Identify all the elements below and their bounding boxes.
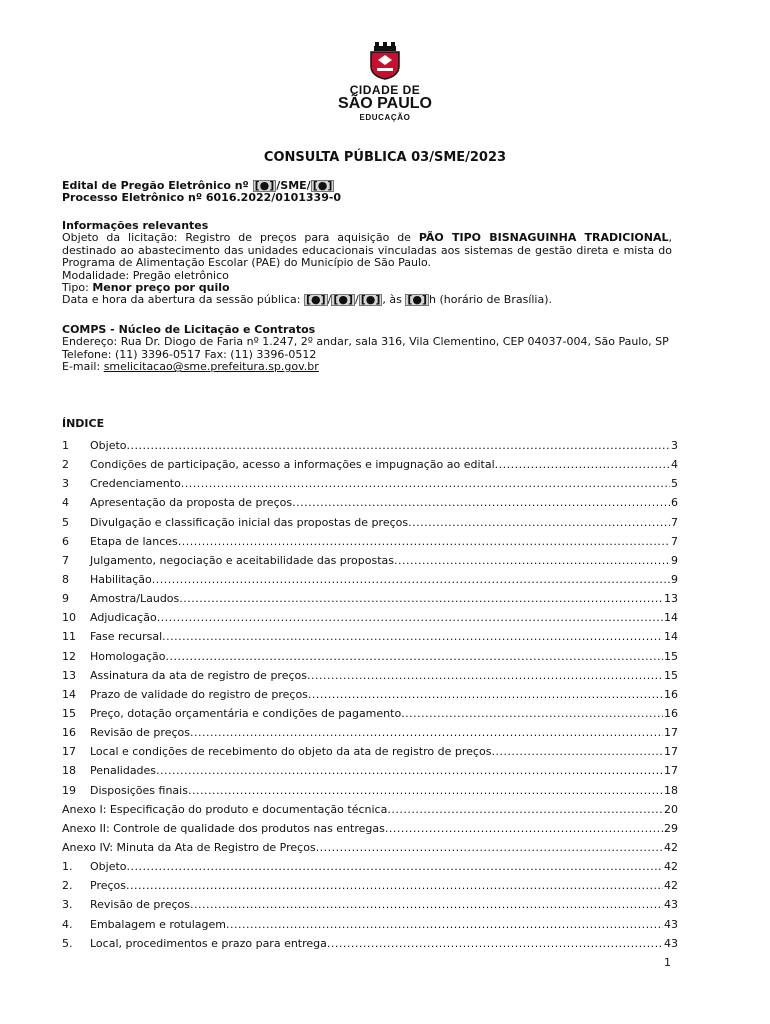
- toc-entry[interactable]: [62, 742, 678, 761]
- data-suffix: h (horário de Brasília).: [429, 293, 553, 307]
- toc-entry-number: 5: [62, 515, 69, 529]
- toc-entry-number: 4.: [62, 917, 73, 931]
- toc-entry[interactable]: [62, 915, 678, 934]
- comps-section: [62, 324, 672, 374]
- data-abertura-line: [62, 294, 672, 306]
- toc-leader-dots: [385, 819, 663, 838]
- objeto-paragraph: [62, 232, 672, 269]
- logo-text-educacao: EDUCAÇÃO: [359, 113, 411, 122]
- toc-entry[interactable]: [62, 781, 678, 800]
- toc-entry-page: 6: [671, 496, 678, 510]
- data-prefix: Data e hora da abertura da sessão pública:: [62, 293, 301, 307]
- toc-entry-label: Adjudicação: [90, 611, 157, 625]
- toc-entry-page: 43: [664, 917, 678, 931]
- toc-entry-number: 19: [62, 783, 76, 797]
- toc-entry[interactable]: [62, 857, 678, 876]
- date-placeholder-year: [●]: [360, 293, 381, 307]
- city-logo: [300, 42, 470, 124]
- toc-entry[interactable]: [62, 551, 678, 570]
- toc-entry-page: 16: [664, 706, 678, 720]
- toc-entry[interactable]: [62, 455, 678, 474]
- toc-entry-number: 12: [62, 649, 76, 663]
- toc-entry[interactable]: [62, 876, 678, 895]
- toc-entry[interactable]: [62, 666, 678, 685]
- toc-entry-number: 18: [62, 764, 76, 778]
- toc-entry-number: 1: [62, 439, 69, 452]
- toc-entry[interactable]: [62, 532, 678, 551]
- date-separator: /: [355, 293, 359, 307]
- toc-entry-page: 7: [671, 534, 678, 548]
- toc-entry-number: 5.: [62, 936, 73, 950]
- toc-entry-label: Anexo II: Controle de qualidade dos produtos nas entregas: [62, 821, 385, 835]
- toc-entry[interactable]: [62, 704, 678, 723]
- toc-entry-label: Credenciamento: [90, 477, 181, 491]
- toc-entry-label: Etapa de lances: [90, 534, 178, 548]
- toc-entry-page: 16: [664, 687, 678, 701]
- toc-entry-page: 14: [664, 630, 678, 644]
- index-heading: ÍNDICE: [62, 417, 105, 430]
- toc-entry-label: Local e condições de recebimento do objeto da ata de registro de preços: [90, 745, 492, 759]
- toc-entry-label: Revisão de preços: [90, 898, 190, 912]
- processo-line: Processo Eletrônico nº 6016.2022/0101339-0: [62, 191, 342, 205]
- toc-entry-page: 17: [664, 745, 678, 759]
- edital-placeholder-2: [●]: [312, 179, 333, 192]
- toc-leader-dots: [162, 627, 663, 646]
- toc-entry[interactable]: [62, 934, 678, 953]
- toc-leader-dots: [126, 876, 663, 895]
- toc-entry-label: Embalagem e rotulagem: [90, 917, 226, 931]
- toc-entry[interactable]: [62, 474, 678, 493]
- tipo-label: Tipo:: [62, 281, 89, 295]
- toc-leader-dots: [152, 570, 670, 589]
- data-mid: , às: [382, 293, 402, 307]
- toc-entry[interactable]: [62, 723, 678, 742]
- toc-entry-page: 42: [664, 860, 678, 874]
- toc-entry[interactable]: [62, 436, 678, 455]
- page-number: 1: [664, 956, 671, 969]
- edital-placeholder-1: [●]: [254, 179, 275, 192]
- toc-leader-dots: [181, 474, 670, 493]
- toc-entry-label: Preços: [90, 879, 126, 893]
- toc-entry-number: 2.: [62, 879, 73, 893]
- toc-entry-label: Assinatura da ata de registro de preços: [90, 668, 307, 682]
- toc-leader-dots: [190, 895, 663, 914]
- toc-entry-number: 13: [62, 668, 76, 682]
- toc-entry-label: Homologação: [90, 649, 166, 663]
- toc-entry-number: 16: [62, 726, 76, 740]
- toc-entry-number: 2: [62, 458, 69, 472]
- toc-entry-number: 14: [62, 687, 76, 701]
- logo-text-cidade-de: CIDADE DE: [349, 83, 421, 97]
- toc-entry-page: 3: [671, 439, 678, 452]
- toc-entry-label: Revisão de preços: [90, 726, 190, 740]
- toc-leader-dots: [127, 857, 663, 876]
- toc-entry-number: 4: [62, 496, 69, 510]
- comps-email-line: [62, 361, 672, 373]
- info-heading: Informações relevantes: [62, 219, 209, 232]
- toc-entry-page: 43: [664, 898, 678, 912]
- document-title: CONSULTA PÚBLICA 03/SME/2023: [263, 150, 507, 165]
- toc-entry[interactable]: [62, 570, 678, 589]
- toc-leader-dots: [387, 800, 663, 819]
- toc-entry-label: Divulgação e classificação inicial das propostas de preços: [90, 515, 409, 529]
- objeto-suffix: , destinado ao abastecimento das unidades educacionais vinculadas aos sistemas de gestão direta e mista do Programa de Alimentação Escolar (PAE) do Município de São Paulo.: [62, 231, 673, 270]
- toc-entry-number: 10: [62, 611, 76, 625]
- toc-entry-page: 42: [664, 840, 678, 854]
- toc-leader-dots: [178, 532, 670, 551]
- toc-leader-dots: [157, 608, 663, 627]
- toc-leader-dots: [401, 704, 663, 723]
- toc-leader-dots: [188, 781, 663, 800]
- toc-entry-page: 15: [664, 649, 678, 663]
- date-separator: /: [327, 293, 332, 307]
- toc-entry-page: 15: [664, 668, 678, 682]
- toc-entry-page: 18: [664, 783, 678, 797]
- toc-entry-label: Objeto: [90, 860, 127, 874]
- toc-entry-page: 29: [664, 821, 678, 835]
- toc-entry-label: Apresentação da proposta de preços: [90, 496, 293, 510]
- toc-entry-label: Amostra/Laudos: [90, 592, 180, 606]
- comps-address: Endereço: Rua Dr. Diogo de Faria nº 1.247, 2º andar, sala 316, Vila Clementino, CEP 04037-004, São Paulo, SP: [62, 335, 669, 349]
- toc-entry-label: Fase recursal: [90, 630, 163, 644]
- toc-entry-label: Prazo de validade do registro de preços: [90, 687, 308, 701]
- edital-mid: /SME/: [276, 179, 311, 192]
- date-placeholder-day: [●]: [305, 293, 326, 307]
- toc-leader-dots: [327, 934, 663, 953]
- toc-entry-number: 11: [62, 630, 76, 644]
- toc-entry-page: 5: [671, 477, 678, 491]
- toc-entry-page: 13: [664, 592, 678, 606]
- info-section: [62, 220, 672, 307]
- toc-entry-page: 9: [671, 572, 678, 586]
- toc-entry-label: Condições de participação, acesso a informações e impugnação ao edital: [90, 458, 495, 472]
- toc-leader-dots: [316, 838, 663, 857]
- toc-entry-label: Anexo I: Especificação do produto e documentação técnica: [62, 802, 388, 816]
- modalidade-line: Modalidade: Pregão eletrônico: [62, 268, 229, 282]
- toc-entry[interactable]: [62, 608, 678, 627]
- toc-entry-number: 17: [62, 745, 76, 759]
- toc-entry-page: 4: [671, 458, 678, 472]
- toc-leader-dots: [394, 551, 670, 570]
- toc-entry[interactable]: [62, 589, 678, 608]
- toc-entry-page: 43: [664, 936, 678, 950]
- edital-prefix: Edital de Pregão Eletrônico nº: [62, 179, 249, 192]
- toc-entry-page: 9: [671, 553, 678, 567]
- toc-entry-label: Preço, dotação orçamentária e condições de pagamento: [90, 706, 402, 720]
- toc-leader-dots: [156, 761, 663, 780]
- toc-entry[interactable]: [62, 685, 678, 704]
- sao-paulo-crest-icon: [368, 42, 402, 80]
- toc-entry[interactable]: [62, 800, 678, 819]
- objeto-product: PÃO TIPO BISNAGUINHA TRADICIONAL: [418, 231, 669, 245]
- table-of-contents: [62, 436, 678, 953]
- toc-entry[interactable]: [62, 493, 678, 512]
- logo-text-sao-paulo: SÃO PAULO: [338, 95, 432, 112]
- toc-entry[interactable]: [62, 838, 678, 857]
- toc-entry-number: 1.: [62, 860, 73, 874]
- toc-leader-dots: [190, 723, 663, 742]
- edital-header: [62, 180, 672, 205]
- toc-entry-number: 7: [62, 553, 69, 567]
- toc-leader-dots: [226, 915, 663, 934]
- toc-entry[interactable]: [62, 627, 678, 646]
- toc-entry-page: 17: [664, 726, 678, 740]
- toc-leader-dots: [127, 436, 670, 455]
- toc-entry-page: 42: [664, 879, 678, 893]
- toc-entry-page: 17: [664, 764, 678, 778]
- toc-entry[interactable]: [62, 761, 678, 780]
- toc-entry-number: 6: [62, 534, 69, 548]
- comps-phone: Telefone: (11) 3396-0517 Fax: (11) 3396-0512: [62, 347, 317, 361]
- toc-entry-label: Objeto: [90, 439, 127, 452]
- toc-entry[interactable]: [62, 895, 678, 914]
- toc-entry-number: 8: [62, 572, 69, 586]
- toc-entry-number: 3: [62, 477, 69, 491]
- toc-leader-dots: [491, 742, 663, 761]
- toc-entry-number: 3.: [62, 898, 73, 912]
- toc-leader-dots: [408, 513, 670, 532]
- toc-entry-label: Local, procedimentos e prazo para entrega: [90, 936, 327, 950]
- toc-entry-label: Penalidades: [90, 764, 157, 778]
- date-placeholder-month: [●]: [333, 293, 353, 307]
- toc-entry-label: Disposições finais: [90, 783, 188, 797]
- toc-leader-dots: [495, 455, 670, 474]
- toc-entry[interactable]: [62, 513, 678, 532]
- toc-entry-label: Julgamento, negociação e aceitabilidade das propostas: [90, 553, 395, 567]
- toc-entry-number: 9: [62, 592, 69, 606]
- objeto-prefix: Objeto da licitação: Registro de preços para aquisição de: [62, 231, 411, 245]
- toc-entry[interactable]: [62, 647, 678, 666]
- time-placeholder: [●]: [407, 293, 427, 307]
- toc-leader-dots: [307, 666, 663, 685]
- toc-entry-page: 7: [671, 515, 678, 529]
- toc-entry-page: 20: [664, 802, 678, 816]
- tipo-value: Menor preço por quilo: [92, 281, 230, 295]
- toc-leader-dots: [165, 647, 663, 666]
- toc-entry-number: 15: [62, 706, 76, 720]
- toc-entry-label: Anexo IV: Minuta da Ata de Registro de Preços: [62, 840, 316, 854]
- email-label: E-mail:: [62, 360, 101, 374]
- toc-entry-page: 14: [664, 611, 678, 625]
- toc-entry-label: Habilitação: [90, 572, 152, 586]
- toc-entry[interactable]: [62, 819, 678, 838]
- toc-leader-dots: [292, 493, 670, 512]
- email-link[interactable]: smelicitacao@sme.prefeitura.sp.gov.br: [103, 360, 319, 374]
- toc-leader-dots: [308, 685, 663, 704]
- toc-leader-dots: [179, 589, 663, 608]
- comps-heading: COMPS - Núcleo de Licitação e Contratos: [62, 323, 316, 336]
